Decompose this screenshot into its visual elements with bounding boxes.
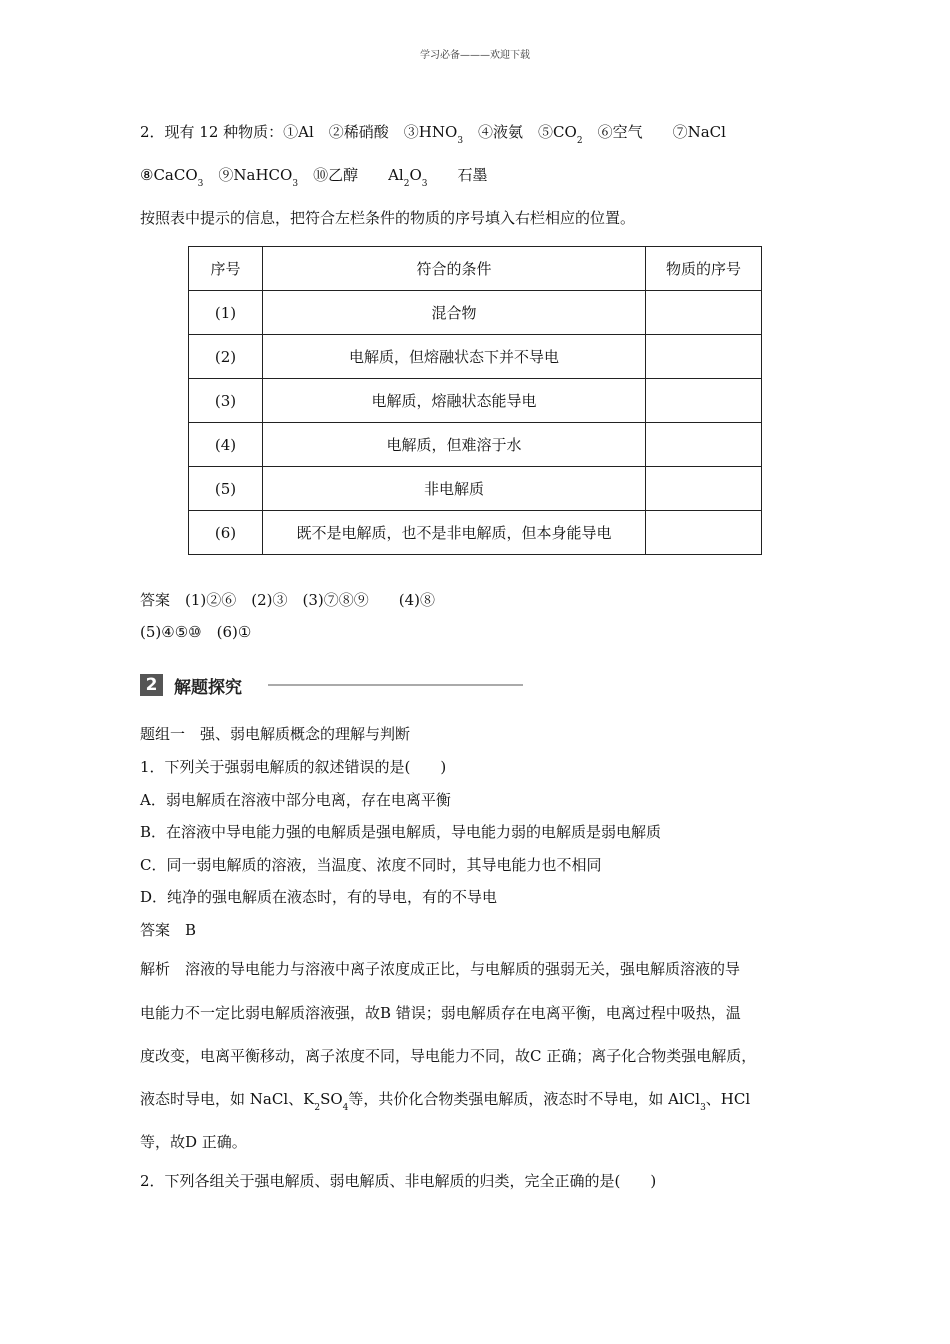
row-condition: 既不是电解质，也不是非电解质，但本身能导电 xyxy=(263,511,646,555)
analysis-text: 、HCl xyxy=(705,1090,751,1108)
q1-analysis-line: 度改变，电离平衡移动，离子浓度不同，导电能力不同，故C 正确；离子化合物类强电解质， xyxy=(140,1047,757,1065)
q2-instruction: 按照表中提示的信息，把符合左栏条件的物质的序号填入右栏相应的位置。 xyxy=(140,209,636,227)
row-condition: 电解质，但熔融状态下并不导电 xyxy=(263,335,646,379)
q1-analysis-line: 电能力不一定比弱电解质溶液强，故B 错误；弱电解质存在电离平衡，电离过程中吸热，温 xyxy=(140,1004,741,1022)
subscript: 2 xyxy=(314,1103,321,1113)
row-condition: 非电解质 xyxy=(263,467,646,511)
row-number: (6) xyxy=(189,511,263,555)
row-answer-cell xyxy=(646,423,762,467)
header-cell: 序号 xyxy=(189,247,263,291)
q1-analysis-line: 等，故D 正确。 xyxy=(140,1133,247,1151)
section-heading xyxy=(140,672,525,698)
row-number: (5) xyxy=(189,467,263,511)
page-header: 学习必备———欢迎下载 xyxy=(420,50,530,61)
q1-option-d: D．纯净的强电解质在液态时，有的导电，有的不导电 xyxy=(140,888,498,906)
q2-line2-text: ⑩乙醇 Al xyxy=(298,166,404,184)
table-row xyxy=(189,467,762,511)
q1-option-a: A．弱电解质在溶液中部分电离，存在电离平衡 xyxy=(140,791,451,809)
q2-line1-text: 2．现有 12 种物质：①Al ②稀硝酸 ③HNO xyxy=(140,123,458,141)
q2-line2-text: ⑧CaCO xyxy=(140,166,198,184)
subscript: 3 xyxy=(457,136,464,146)
group-title: 题组一 强、弱电解质概念的理解与判断 xyxy=(140,725,411,743)
row-number: (1) xyxy=(189,291,263,335)
table-row xyxy=(189,423,762,467)
q2-line1-text: ⑥空气 ⑦NaCl xyxy=(582,123,726,141)
analysis-text: 等，共价化合物类强电解质，液态时不导电，如 AlCl xyxy=(348,1090,701,1108)
row-condition: 电解质，但难溶于水 xyxy=(263,423,646,467)
table-row xyxy=(189,379,762,423)
conditions-table xyxy=(188,246,762,555)
section-divider xyxy=(268,684,523,686)
header-cell: 物质的序号 xyxy=(646,247,762,291)
subscript: 3 xyxy=(421,179,428,189)
analysis-text: 液态时导电，如 NaCl、K xyxy=(140,1090,315,1108)
row-answer-cell xyxy=(646,379,762,423)
row-number: (2) xyxy=(189,335,263,379)
table-row xyxy=(189,335,762,379)
q2-line2-text: O xyxy=(409,166,422,184)
row-answer-cell xyxy=(646,511,762,555)
row-condition: 电解质，熔融状态能导电 xyxy=(263,379,646,423)
row-answer-cell xyxy=(646,291,762,335)
subscript: 3 xyxy=(197,179,204,189)
table-header-row xyxy=(189,247,762,291)
q2-line1-text: ④液氨 ⑤CO xyxy=(463,123,577,141)
answer-line-1: 答案 (1)②⑥ (2)③ (3)⑦⑧⑨ (4)⑧ xyxy=(140,591,435,609)
answer-line-2: (5)④⑤⑩ (6)① xyxy=(140,623,252,641)
subscript: 3 xyxy=(700,1103,706,1113)
q1-analysis-line: 解析 溶液的导电能力与溶液中离子浓度成正比，与电解质的强弱无关，强电解质溶液的导 xyxy=(140,960,741,978)
q2-line1 xyxy=(140,122,726,146)
q2-line2-text: 石墨 xyxy=(427,166,488,184)
subscript: 2 xyxy=(576,136,583,146)
q1-analysis-line xyxy=(140,1089,751,1113)
subscript: 3 xyxy=(292,179,299,189)
q1-option-b: B．在溶液中导电能力强的电解质是强电解质，导电能力弱的电解质是弱电解质 xyxy=(140,823,662,841)
q2b-stem: 2．下列各组关于强电解质、弱电解质、非电解质的归类，完全正确的是( ) xyxy=(140,1172,657,1190)
q2-line2-text: ⑨NaHCO xyxy=(203,166,293,184)
subscript: 2 xyxy=(403,179,410,189)
analysis-text: SO xyxy=(320,1090,343,1108)
section-number: 2 xyxy=(140,674,163,696)
header-cell: 符合的条件 xyxy=(263,247,646,291)
section-title: 解题探究 xyxy=(174,678,242,698)
table-row xyxy=(189,511,762,555)
q2-line2 xyxy=(140,165,488,189)
q1-stem: 1．下列关于强弱电解质的叙述错误的是( ) xyxy=(140,758,447,776)
q1-answer: 答案 B xyxy=(140,921,197,939)
row-answer-cell xyxy=(646,335,762,379)
row-answer-cell xyxy=(646,467,762,511)
row-condition: 混合物 xyxy=(263,291,646,335)
table-row xyxy=(189,291,762,335)
row-number: (3) xyxy=(189,379,263,423)
row-number: (4) xyxy=(189,423,263,467)
q1-option-c: C．同一弱电解质的溶液，当温度、浓度不同时，其导电能力也不相同 xyxy=(140,856,602,874)
subscript: 4 xyxy=(342,1103,349,1113)
